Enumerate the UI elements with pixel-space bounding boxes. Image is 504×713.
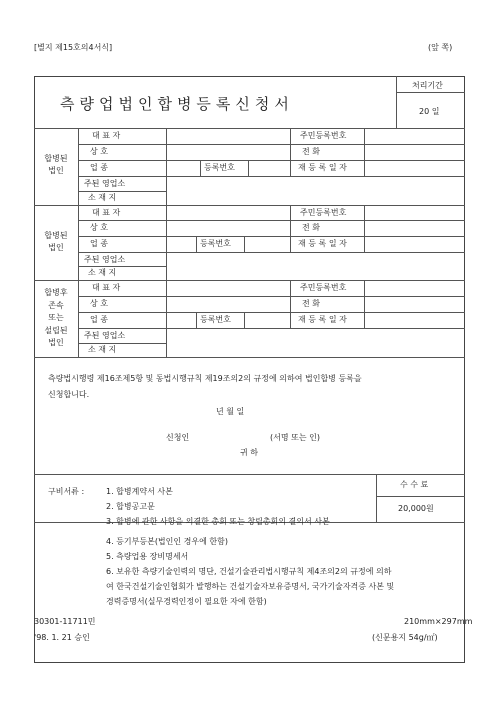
signature-note: (서명 또는 인) bbox=[270, 433, 320, 442]
form-title: 측량업법인합병등록신청서 bbox=[60, 95, 294, 113]
doc-item: 6. 보유한 측량기술인력의 명단, 건설기술관리법시행규칙 제4조의2의 규정에 의하 bbox=[106, 567, 392, 576]
label-location: 소 재 지 bbox=[88, 193, 117, 202]
doc-item: 1. 합병계약서 사본 bbox=[106, 487, 173, 496]
label-reg-no: 등록번호 bbox=[200, 315, 231, 324]
doc-item: 5. 측량업용 장비명세서 bbox=[106, 552, 189, 561]
label-id-no: 주민등록번호 bbox=[300, 131, 347, 140]
page-side: (앞 쪽) bbox=[428, 43, 453, 52]
doc-item: 3. 합병에 관한 사항을 의결한 총회 또는 창립총회의 결의서 사본 bbox=[106, 517, 330, 526]
documents-label: 구비서류 : bbox=[48, 487, 85, 496]
label-phone: 전 화 bbox=[302, 299, 320, 308]
recipient-label: 귀 하 bbox=[240, 448, 258, 457]
approval-date: '98. 1. 21 승인 bbox=[34, 633, 90, 642]
label-reg-date: 재 등 록 일 자 bbox=[298, 315, 347, 324]
label-reg-no: 등록번호 bbox=[200, 239, 231, 248]
label-business: 업 종 bbox=[90, 239, 108, 248]
processing-label: 처리기간 bbox=[412, 81, 443, 90]
label-phone: 전 화 bbox=[302, 147, 320, 156]
doc-item: 2. 합병공고문 bbox=[106, 502, 155, 511]
paper-type: (신문용지 54g/㎡) bbox=[372, 633, 438, 642]
label-location: 소 재 지 bbox=[88, 268, 117, 277]
processing-days: 20 일 bbox=[419, 107, 440, 116]
fee-label: 수 수 료 bbox=[400, 480, 429, 489]
label-rep: 대 표 자 bbox=[92, 208, 121, 217]
paper-size: 210mm×297mm bbox=[404, 617, 473, 626]
label-phone: 전 화 bbox=[302, 223, 320, 232]
doc-item: 경력증명서(실무경력인정이 필요한 자에 한함) bbox=[106, 597, 267, 606]
label-reg-date: 재 등 록 일 자 bbox=[298, 239, 347, 248]
label-office: 주된 영업소 bbox=[84, 331, 126, 340]
statement-text: 측량법시행령 제16조제5항 및 동법시행규칙 제19조의2의 규정에 의하여 법인합병 등록을 bbox=[48, 374, 362, 383]
label-business: 업 종 bbox=[90, 163, 108, 172]
applicant-label: 신청인 bbox=[166, 433, 190, 442]
section-1-label: 합병된 법인 bbox=[44, 154, 68, 175]
label-rep: 대 표 자 bbox=[92, 283, 121, 292]
label-business: 업 종 bbox=[90, 315, 108, 324]
label-location: 소 재 지 bbox=[88, 345, 117, 354]
statement-text-2: 신청합니다. bbox=[48, 390, 90, 399]
label-name: 상 호 bbox=[90, 299, 108, 308]
date-line: 년 월 일 bbox=[216, 407, 245, 416]
label-rep: 대 표 자 bbox=[92, 131, 121, 140]
label-office: 주된 영업소 bbox=[84, 179, 126, 188]
doc-item: 여 한국건설기술인협회가 발행하는 건설기술자보유증명서, 국가기술자격증 사본 및 bbox=[106, 582, 395, 591]
label-id-no: 주민등록번호 bbox=[300, 208, 347, 217]
doc-item: 4. 등기부등본(법인인 경우에 한함) bbox=[106, 537, 228, 546]
label-name: 상 호 bbox=[90, 223, 108, 232]
section-2-label: 합병된 법인 bbox=[44, 231, 68, 252]
label-id-no: 주민등록번호 bbox=[300, 283, 347, 292]
form-number: [별지 제15호의4서식] bbox=[34, 43, 113, 52]
label-reg-no: 등록번호 bbox=[204, 163, 235, 172]
label-name: 상 호 bbox=[90, 147, 108, 156]
form-code: 30301-11711민 bbox=[34, 617, 96, 626]
label-reg-date: 재 등 록 일 자 bbox=[298, 163, 347, 172]
label-office: 주된 영업소 bbox=[84, 255, 126, 264]
fee-amount: 20,000원 bbox=[398, 504, 434, 513]
section-3-label: 합병후 존속 또는 설립된 법인 bbox=[44, 288, 68, 347]
